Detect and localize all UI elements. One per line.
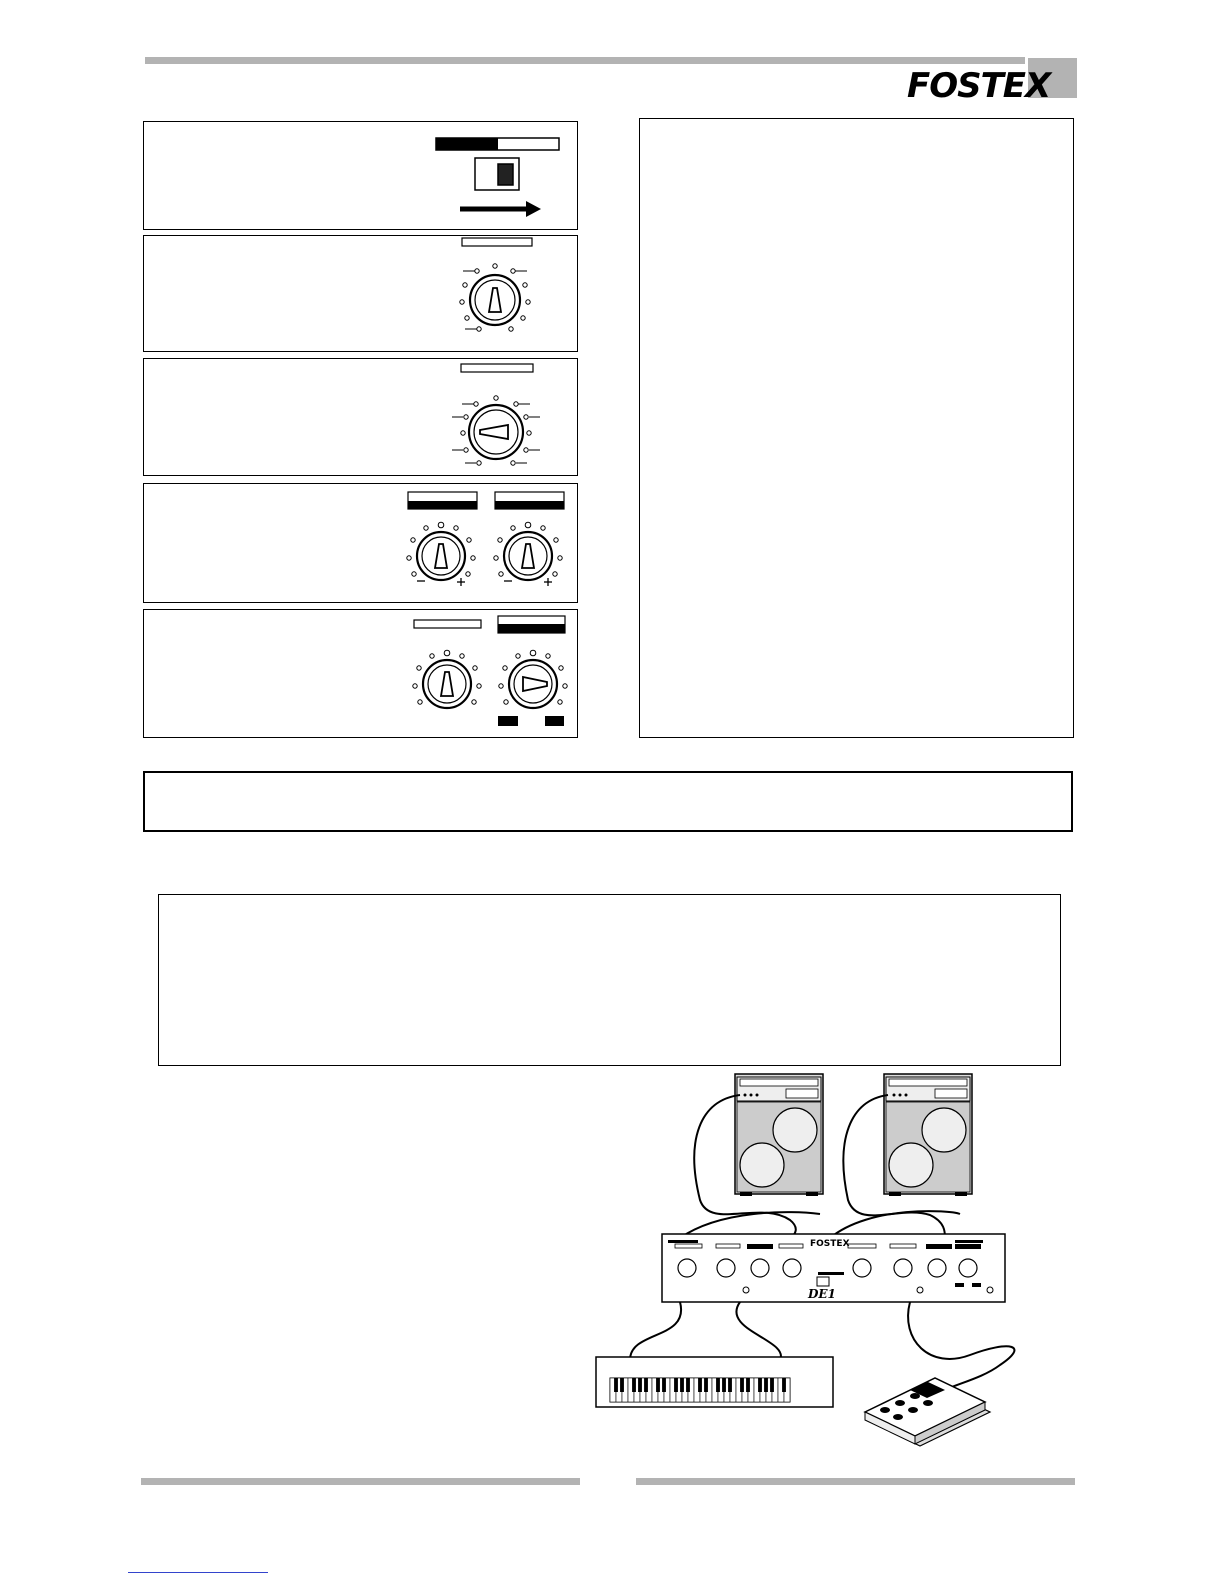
speaker-amp-icon bbox=[884, 1074, 972, 1196]
black-key bbox=[686, 1378, 690, 1392]
black-key bbox=[770, 1378, 774, 1392]
black-key bbox=[698, 1378, 702, 1392]
black-key bbox=[680, 1378, 684, 1392]
footer-rule-left bbox=[141, 1478, 580, 1485]
footer-rule-right bbox=[636, 1478, 1075, 1485]
black-key bbox=[644, 1378, 648, 1392]
black-key bbox=[728, 1378, 732, 1392]
black-key bbox=[638, 1378, 642, 1392]
footer-link-underline bbox=[128, 1572, 268, 1573]
black-key bbox=[746, 1378, 750, 1392]
fostex-logo: FOSTEX bbox=[907, 66, 1051, 106]
black-key bbox=[740, 1378, 744, 1392]
black-key bbox=[674, 1378, 678, 1392]
keyboard-icon bbox=[596, 1357, 833, 1407]
black-key bbox=[758, 1378, 762, 1392]
speaker-amp-icon bbox=[735, 1074, 823, 1196]
foot-controller-icon bbox=[865, 1378, 990, 1446]
black-key bbox=[782, 1378, 786, 1392]
black-key bbox=[662, 1378, 666, 1392]
black-key bbox=[614, 1378, 618, 1392]
black-key bbox=[716, 1378, 720, 1392]
black-key bbox=[722, 1378, 726, 1392]
black-key bbox=[704, 1378, 708, 1392]
effects-processor-icon bbox=[662, 1234, 1005, 1302]
black-key bbox=[656, 1378, 660, 1392]
black-key bbox=[764, 1378, 768, 1392]
black-key bbox=[620, 1378, 624, 1392]
device-model: DE1 bbox=[808, 1287, 836, 1301]
device-brand: FOSTEX bbox=[810, 1239, 850, 1249]
black-key bbox=[632, 1378, 636, 1392]
